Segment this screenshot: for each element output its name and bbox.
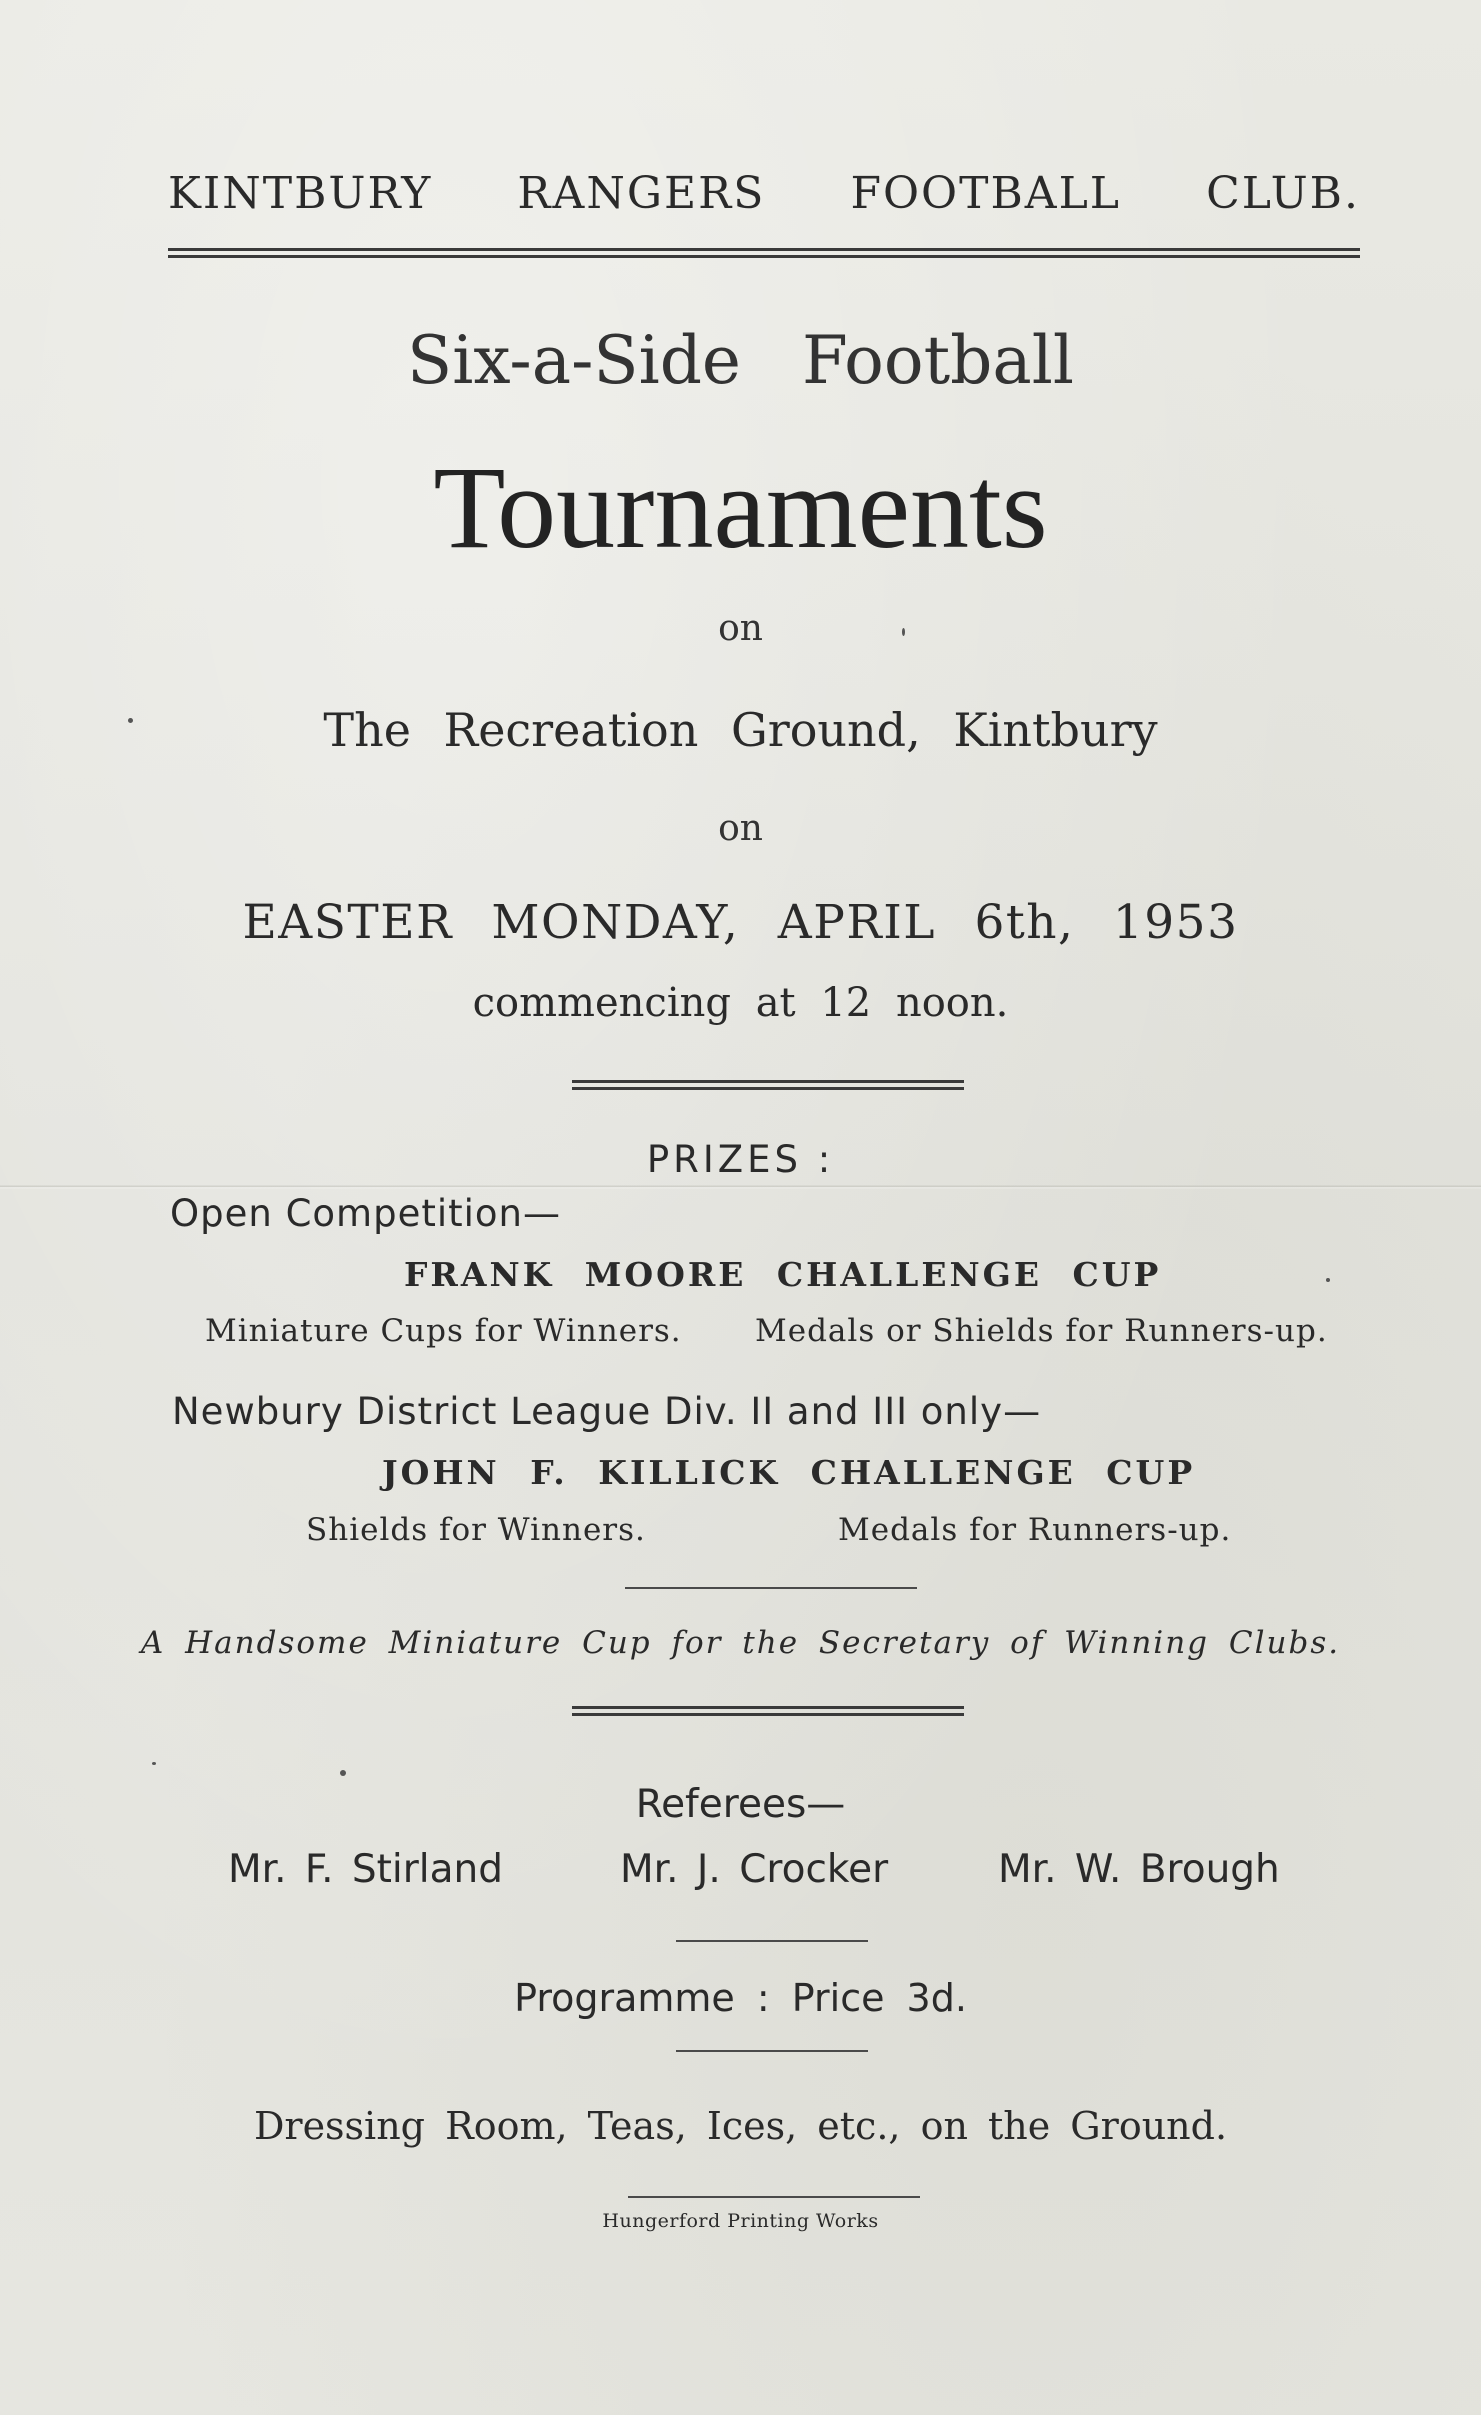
paper-speck [152, 1762, 156, 1765]
divider-rule-1 [625, 1587, 917, 1589]
on-text-2: on [718, 808, 763, 849]
divider-rule-3 [676, 2050, 868, 2052]
divider-double-rule-2 [572, 1706, 964, 1716]
runners-up-prize: Medals for Runners-up. [838, 1512, 1232, 1548]
referee-name: Mr. W. Brough [998, 1847, 1280, 1892]
programme-price: Programme : Price 3d. [514, 1976, 967, 2020]
event-title: Six-a-Side Football [407, 322, 1074, 399]
runners-up-prize: Medals or Shields for Runners-up. [755, 1313, 1328, 1349]
paper-speck [340, 1770, 346, 1776]
paper-speck [1326, 1278, 1330, 1282]
printer-credit: Hungerford Printing Works [602, 2210, 879, 2232]
paper-crease [0, 1185, 1481, 1189]
venue: The Recreation Ground, Kintbury [323, 703, 1158, 757]
printer-rule [628, 2196, 920, 2198]
referee-name: Mr. F. Stirland [228, 1847, 503, 1892]
secretary-prize: A Handsome Miniature Cup for the Secretary of Winning Clubs. [140, 1625, 1341, 1661]
winners-prize: Miniature Cups for Winners. [205, 1313, 682, 1349]
prizes-heading: PRIZES : [646, 1138, 835, 1181]
paper-speck [902, 628, 905, 636]
paper-speck [128, 718, 133, 723]
winners-prize: Shields for Winners. [306, 1512, 646, 1548]
event-subtitle: Tournaments [433, 442, 1048, 573]
facilities: Dressing Room, Teas, Ices, etc., on the Ground. [253, 2104, 1228, 2148]
competition-heading: Open Competition— [170, 1192, 562, 1235]
competition-heading: Newbury District League Div. II and III only— [172, 1390, 1042, 1433]
referees-label: Referees— [635, 1782, 846, 1827]
club-name: KINTBURY RANGERS FOOTBALL CLUB. [168, 168, 1360, 219]
event-date: EASTER MONDAY, APRIL 6th, 1953 [242, 895, 1239, 950]
divider-rule-2 [676, 1940, 868, 1942]
referee-name: Mr. J. Crocker [620, 1847, 889, 1892]
header-double-rule [168, 248, 1360, 258]
cup-name: FRANK MOORE CHALLENGE CUP [404, 1255, 1162, 1294]
on-text-1: on [718, 608, 763, 649]
divider-double-rule-1 [572, 1080, 964, 1090]
start-time: commencing at 12 noon. [472, 980, 1009, 1026]
cup-name: JOHN F. KILLICK CHALLENGE CUP [382, 1453, 1196, 1492]
